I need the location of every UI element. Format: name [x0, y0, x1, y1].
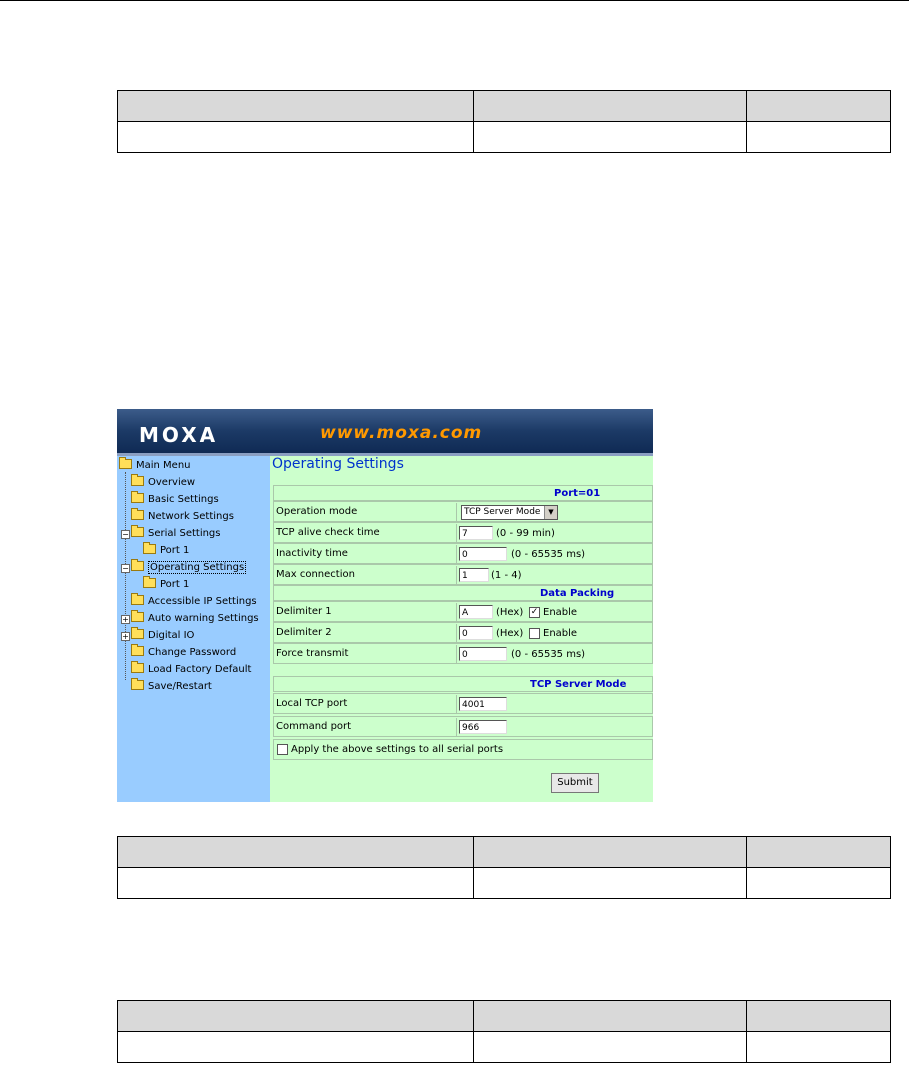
sidebar-item-load-factory-default[interactable] — [131, 663, 251, 677]
sidebar-item-label: Basic Settings — [148, 494, 219, 505]
moxa-url: www.moxa.com — [320, 423, 483, 443]
folder-icon — [131, 561, 144, 571]
tcp-alive-hint: (0 - 99 min) — [496, 528, 555, 539]
tcp-alive-label: TCP alive check time — [276, 527, 380, 538]
inactivity-input[interactable]: 0 — [459, 547, 507, 561]
data-packing-header: Data Packing — [540, 588, 615, 599]
table-row — [118, 122, 891, 153]
expand-icon[interactable]: + — [122, 615, 129, 624]
table-cell — [747, 91, 891, 122]
submit-button[interactable]: Submit — [551, 773, 599, 793]
folder-icon — [131, 595, 144, 605]
folder-icon — [131, 680, 144, 690]
table-cell — [747, 868, 891, 899]
collapse-icon[interactable]: − — [122, 564, 129, 573]
apply-all-label: Apply the above settings to all serial ports — [291, 744, 504, 755]
field-cell — [456, 545, 586, 564]
field-cell — [456, 695, 485, 714]
web-console-screenshot — [117, 409, 653, 802]
delimiter-1-row — [273, 601, 653, 622]
delimiter-2-row — [273, 622, 653, 643]
local-tcp-port-label: Local TCP port — [276, 698, 348, 709]
table-header-row — [118, 837, 891, 868]
table-cell — [474, 91, 747, 122]
folder-icon — [131, 493, 144, 503]
sidebar-item-label: Load Factory Default — [148, 664, 252, 675]
folder-icon — [131, 629, 144, 639]
folder-icon — [131, 663, 144, 673]
sidebar-item-label: Main Menu — [136, 460, 191, 471]
port-header-row — [273, 485, 653, 501]
folder-icon — [131, 476, 144, 486]
table-row — [118, 1032, 891, 1063]
table-cell — [747, 837, 891, 868]
delimiter-1-enable-checkbox[interactable]: ✓ — [530, 607, 539, 617]
table-cell — [118, 868, 474, 899]
sidebar-item-label: Port 1 — [160, 545, 190, 556]
field-cell — [456, 524, 555, 543]
sidebar-menu — [117, 456, 270, 802]
table-cell — [474, 837, 747, 868]
operation-mode-row — [273, 501, 653, 522]
sidebar-item-label: Serial Settings — [148, 528, 221, 539]
delimiter-2-hex: (Hex) — [496, 628, 524, 639]
table-cell — [474, 1032, 747, 1063]
field-cell — [456, 718, 480, 737]
force-transmit-input[interactable]: 0 — [459, 647, 507, 661]
doc-table-1 — [117, 90, 891, 153]
collapse-icon[interactable]: − — [122, 530, 129, 539]
sidebar-item-digital-io[interactable] — [131, 629, 194, 643]
tcp-alive-row — [273, 522, 653, 543]
sidebar-item-label: Save/Restart — [148, 681, 212, 692]
sidebar-item-label: Change Password — [148, 647, 237, 658]
sidebar-item-overview[interactable] — [131, 476, 195, 490]
inactivity-row — [273, 543, 653, 564]
page-title: Operating Settings — [272, 456, 404, 472]
inactivity-hint: (0 - 65535 ms) — [511, 549, 586, 560]
max-connection-label: Max connection — [276, 569, 355, 580]
sidebar-item-label: Digital IO — [148, 630, 195, 641]
field-cell — [456, 503, 554, 522]
operation-mode-select[interactable] — [461, 505, 558, 520]
table-cell — [747, 122, 891, 153]
table-header-row — [118, 91, 891, 122]
inactivity-label: Inactivity time — [276, 548, 348, 559]
tcp-alive-input[interactable]: 7 — [459, 526, 493, 540]
table-cell — [118, 122, 474, 153]
field-cell — [456, 603, 578, 622]
folder-icon — [131, 646, 144, 656]
chevron-down-icon[interactable]: ▼ — [544, 506, 557, 519]
table-row — [118, 868, 891, 899]
delimiter-2-input[interactable]: 0 — [459, 626, 493, 640]
force-transmit-label: Force transmit — [276, 648, 349, 659]
delimiter-1-enable-label: Enable — [543, 607, 578, 618]
table-header-row — [118, 1001, 891, 1032]
doc-table-2 — [117, 836, 891, 899]
sidebar-item-operating-port-1[interactable] — [143, 578, 189, 592]
table-cell — [118, 1001, 474, 1032]
port-header: Port=01 — [554, 488, 601, 499]
command-port-label: Command port — [276, 721, 352, 732]
delimiter-2-enable-checkbox[interactable] — [529, 628, 540, 639]
tree-line — [125, 472, 126, 680]
tcp-server-header-row — [273, 676, 653, 692]
tcp-server-header: TCP Server Mode — [530, 679, 627, 690]
folder-icon — [143, 578, 156, 588]
sidebar-item-main-menu[interactable] — [119, 459, 191, 473]
table-cell — [474, 868, 747, 899]
folder-icon — [119, 459, 132, 469]
sidebar-item-auto-warning-settings[interactable] — [131, 612, 259, 626]
command-port-row — [273, 716, 653, 737]
sidebar-item-operating-settings[interactable] — [131, 561, 246, 575]
table-cell — [118, 1032, 474, 1063]
expand-icon[interactable]: + — [122, 632, 129, 641]
data-packing-header-row — [273, 585, 653, 601]
apply-all-row — [273, 739, 653, 760]
local-tcp-port-input[interactable]: 4001 — [459, 697, 507, 711]
table-cell — [474, 1001, 747, 1032]
sidebar-item-label: Port 1 — [160, 579, 190, 590]
sidebar-item-label: Accessible IP Settings — [148, 596, 257, 607]
sidebar-item-label: Network Settings — [148, 511, 234, 522]
field-cell — [456, 624, 578, 643]
force-transmit-row — [273, 643, 653, 664]
delimiter-2-enable-label: Enable — [543, 628, 578, 639]
apply-all-checkbox[interactable] — [277, 744, 288, 755]
delimiter-1-input[interactable]: A — [459, 605, 493, 619]
operation-mode-label: Operation mode — [276, 506, 358, 517]
sidebar-item-label: Overview — [148, 477, 196, 488]
command-port-input[interactable]: 966 — [459, 720, 507, 734]
delimiter-1-hex: (Hex) — [496, 607, 524, 618]
table-cell — [747, 1032, 891, 1063]
sidebar-item-save-restart[interactable] — [131, 680, 212, 694]
max-connection-row — [273, 564, 653, 585]
header-banner — [117, 409, 653, 453]
sidebar-item-serial-port-1[interactable] — [143, 544, 189, 558]
table-cell — [747, 1001, 891, 1032]
sidebar-item-label: Operating Settings — [150, 562, 245, 573]
max-connection-hint: (1 - 4) — [491, 570, 522, 581]
sidebar-item-label: Auto warning Settings — [148, 613, 259, 624]
table-cell — [474, 122, 747, 153]
force-transmit-hint: (0 - 65535 ms) — [511, 649, 586, 660]
sidebar-item-network-settings[interactable] — [131, 510, 234, 524]
moxa-logo: MOXA — [139, 423, 219, 447]
sidebar-item-accessible-ip-settings[interactable] — [131, 595, 257, 609]
folder-icon — [131, 527, 144, 537]
max-connection-input[interactable]: 1 — [459, 568, 489, 582]
table-cell — [118, 837, 474, 868]
page-top-rule — [0, 0, 909, 1]
field-cell — [456, 645, 586, 664]
local-tcp-port-row — [273, 693, 653, 714]
doc-table-3 — [117, 1000, 891, 1063]
folder-icon — [143, 544, 156, 554]
folder-icon — [131, 612, 144, 622]
delimiter-2-label: Delimiter 2 — [276, 627, 332, 638]
sidebar-item-serial-settings[interactable] — [131, 527, 221, 541]
field-cell — [456, 566, 522, 585]
sidebar-item-change-password[interactable] — [131, 646, 236, 660]
delimiter-1-label: Delimiter 1 — [276, 606, 332, 617]
table-cell — [118, 91, 474, 122]
operation-mode-value: TCP Server Mode — [464, 507, 541, 517]
folder-icon — [131, 510, 144, 520]
sidebar-item-basic-settings[interactable] — [131, 493, 219, 507]
